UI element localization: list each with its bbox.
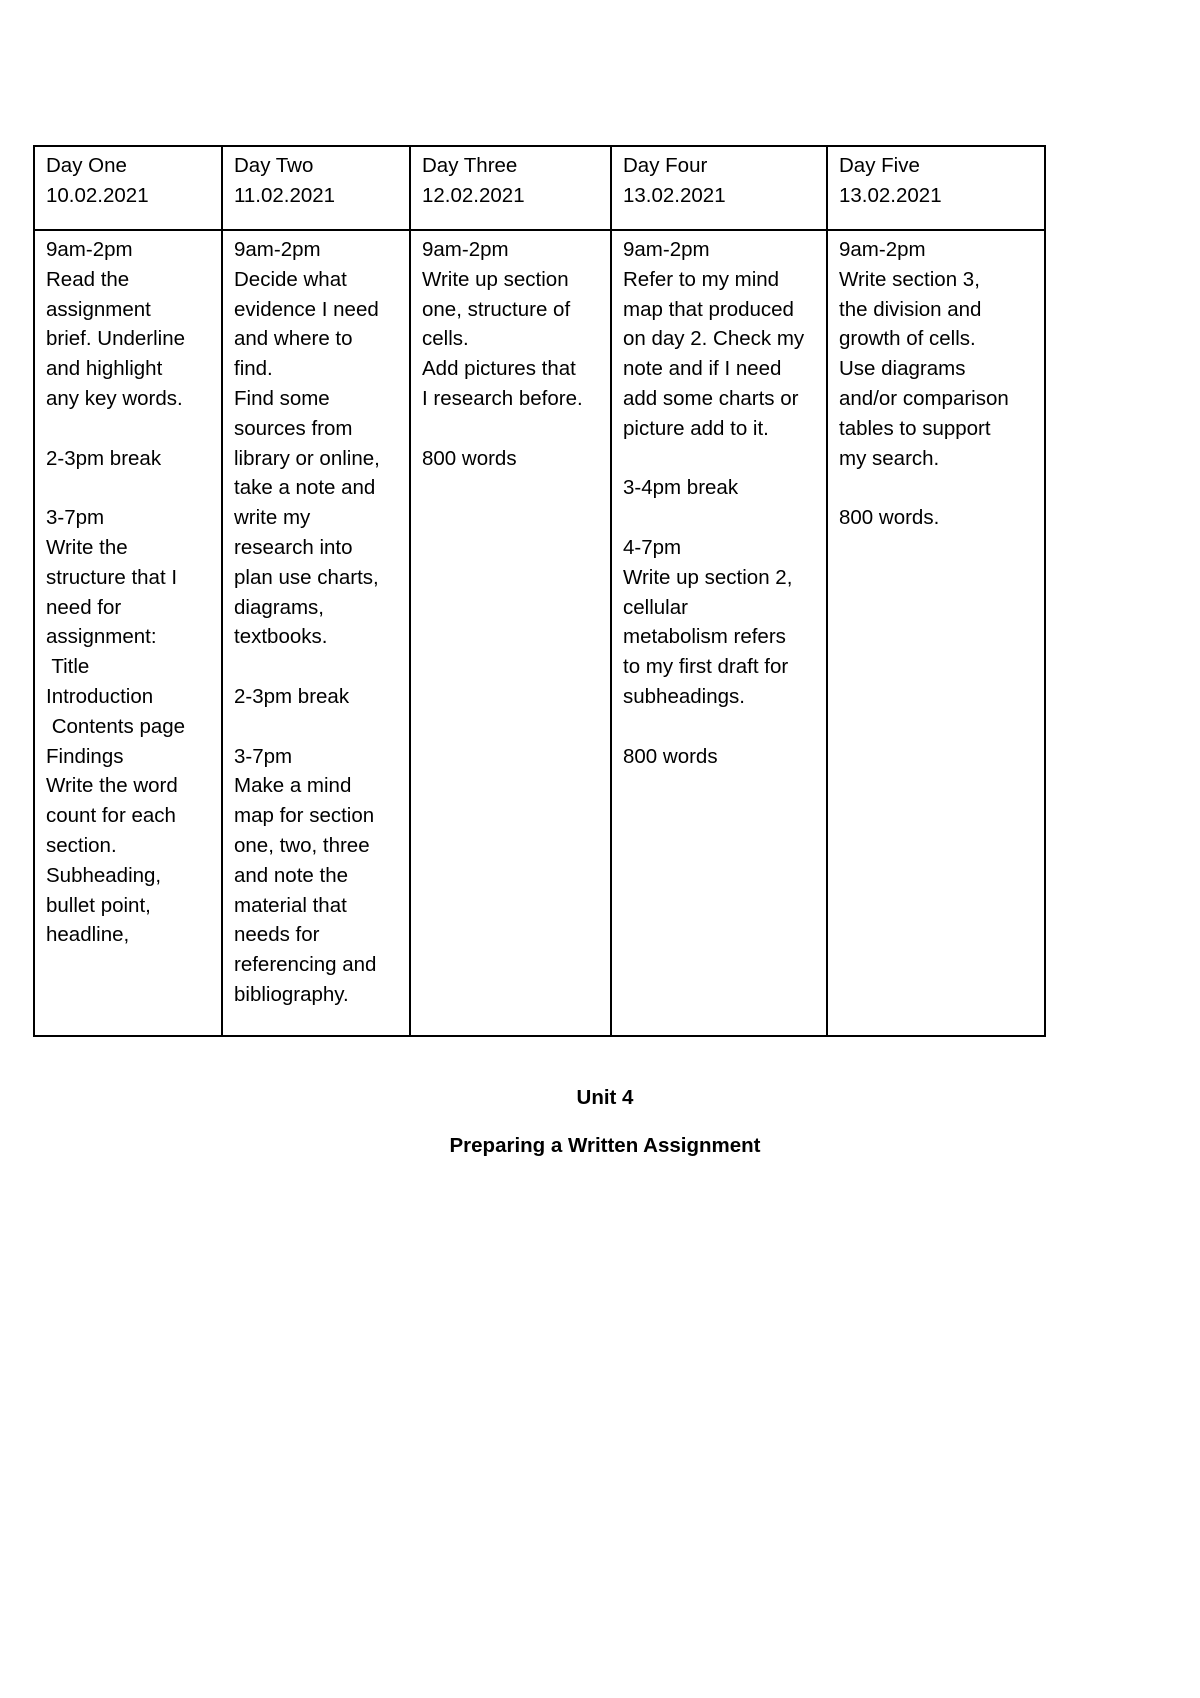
task-line: Refer to my mind	[623, 267, 780, 291]
task-line: library or online,	[234, 446, 380, 470]
day-date: 11.02.2021	[234, 183, 336, 207]
day-four-tasks	[611, 230, 827, 1036]
task-line: plan use charts,	[234, 565, 379, 589]
task-line: map for section	[234, 804, 375, 828]
task-line: Write section 3,	[839, 267, 980, 291]
task-line: and highlight	[46, 357, 163, 381]
task-line	[234, 652, 401, 682]
task-line: Title	[46, 655, 90, 679]
day-name: Day Three	[422, 154, 518, 177]
day-five-header	[827, 146, 1045, 230]
task-line: add some charts or	[623, 386, 799, 410]
table-header-row	[34, 146, 1045, 230]
task-line: the division and	[839, 297, 982, 321]
task-line: bullet point,	[46, 893, 151, 917]
day-date: 13.02.2021	[623, 183, 726, 207]
day-one-header	[34, 146, 222, 230]
task-line: I research before.	[422, 386, 583, 410]
task-line: Write the	[46, 535, 128, 559]
task-line: growth of cells.	[839, 327, 976, 351]
task-line: research into	[234, 535, 353, 559]
task-line: Write up section 2,	[623, 565, 793, 589]
task-line: map that produced	[623, 297, 794, 321]
task-line: Add pictures that	[422, 357, 576, 381]
task-line: 4-7pm	[623, 535, 682, 559]
task-line: one, structure of	[422, 297, 571, 321]
day-four-header	[611, 146, 827, 230]
task-line: 9am-2pm	[623, 238, 710, 261]
task-line: note and if I need	[623, 357, 782, 381]
task-line	[422, 414, 602, 444]
task-line: cellular	[623, 595, 688, 619]
task-line: brief. Underline	[46, 327, 186, 351]
task-line: Find some	[234, 386, 330, 410]
task-line: section.	[46, 833, 117, 857]
task-line: Subheading,	[46, 863, 162, 887]
task-line: count for each	[46, 804, 176, 828]
task-line: Use diagrams	[839, 357, 966, 381]
day-two-tasks	[222, 230, 410, 1036]
task-line: referencing and	[234, 953, 377, 977]
task-line: 2-3pm break	[46, 446, 162, 470]
day-date: 12.02.2021	[422, 183, 525, 207]
task-line: headline,	[46, 923, 130, 947]
task-line: 800 words.	[839, 506, 940, 530]
day-name: Day Four	[623, 154, 708, 177]
task-line: sources from	[234, 416, 353, 440]
table-body-row	[34, 230, 1045, 1036]
day-date: 10.02.2021	[46, 183, 149, 207]
task-line: cells.	[422, 327, 469, 351]
day-date: 13.02.2021	[839, 183, 942, 207]
task-line	[234, 712, 401, 742]
task-line: find.	[234, 357, 273, 381]
task-line: Make a mind	[234, 774, 352, 798]
task-line: Findings	[46, 744, 124, 768]
task-line: metabolism refers	[623, 625, 786, 649]
task-line: diagrams,	[234, 595, 325, 619]
day-name: Day One	[46, 154, 127, 177]
task-line	[623, 712, 818, 742]
task-line: 800 words	[422, 446, 517, 470]
day-name: Day Two	[234, 154, 314, 177]
task-line: Contents page	[46, 714, 186, 738]
task-line: 3-7pm	[234, 744, 293, 768]
task-line: 9am-2pm	[234, 238, 321, 261]
task-line: needs for	[234, 923, 320, 947]
day-name: Day Five	[839, 154, 920, 177]
task-line: 9am-2pm	[46, 238, 133, 261]
study-plan-table	[33, 145, 1046, 1037]
task-line: take a note and	[234, 476, 376, 500]
task-line: 9am-2pm	[839, 238, 926, 261]
task-line: and note the	[234, 863, 348, 887]
task-line: 800 words	[623, 744, 718, 768]
task-line: evidence I need	[234, 297, 379, 321]
task-line: my search.	[839, 446, 940, 470]
task-line: 9am-2pm	[422, 238, 509, 261]
task-line: Read the	[46, 267, 130, 291]
task-line: bibliography.	[234, 982, 349, 1006]
task-line: assignment:	[46, 625, 157, 649]
task-line: material that	[234, 893, 347, 917]
task-line: any key words.	[46, 386, 183, 410]
task-line	[623, 503, 818, 533]
task-line: on day 2. Check my	[623, 327, 805, 351]
task-line: structure that I	[46, 565, 178, 589]
task-line: to my first draft for	[623, 655, 789, 679]
task-line	[839, 473, 1036, 503]
task-line	[46, 473, 213, 503]
day-three-header	[410, 146, 611, 230]
task-line: Write up section	[422, 267, 569, 291]
task-line: 3-7pm	[46, 506, 105, 530]
task-line: need for	[46, 595, 122, 619]
task-line: one, two, three	[234, 833, 370, 857]
task-line: and where to	[234, 327, 353, 351]
task-line: assignment	[46, 297, 151, 321]
unit-title: Unit 4	[576, 1086, 634, 1109]
day-five-tasks	[827, 230, 1045, 1036]
document-subtitle: Preparing a Written Assignment	[449, 1134, 761, 1157]
task-line: 2-3pm break	[234, 684, 350, 708]
task-line: Write the word	[46, 774, 178, 798]
task-line: and/or comparison	[839, 386, 1009, 410]
task-line: picture add to it.	[623, 416, 769, 440]
task-line: subheadings.	[623, 684, 745, 708]
task-line: Introduction	[46, 684, 154, 708]
task-line: Decide what	[234, 267, 347, 291]
day-two-header	[222, 146, 410, 230]
day-one-tasks	[34, 230, 222, 1036]
task-line: write my	[234, 506, 311, 530]
task-line	[623, 444, 818, 474]
task-line: tables to support	[839, 416, 991, 440]
task-line	[46, 414, 213, 444]
task-line: 3-4pm break	[623, 476, 739, 500]
day-three-tasks	[410, 230, 611, 1036]
task-line: textbooks.	[234, 625, 328, 649]
